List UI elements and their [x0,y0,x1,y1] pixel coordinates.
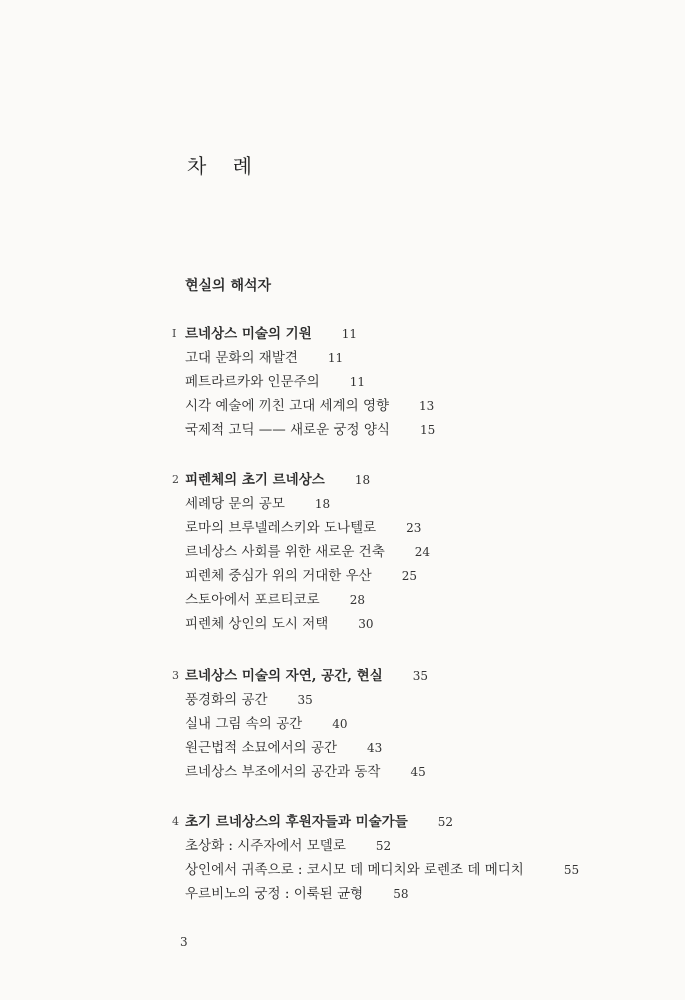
page-number: 40 [332,717,348,731]
section-entry[interactable] [0,834,685,858]
section-title: 피렌체 상인의 도시 저택 [185,616,329,632]
page-number: 52 [375,839,392,853]
section-title: 상인에서 귀족으로 : 코시모 데 메디치와 로렌조 데 메디치 [185,862,524,878]
chapter-title: 피렌체의 초기 르네상스 [185,472,325,488]
chapter-heading[interactable] [0,322,685,346]
page-number: 25 [401,569,417,583]
section-entry[interactable] [0,418,685,442]
chapter-number: 4 [172,815,179,828]
page-number: 11 [349,375,365,389]
section-entry[interactable] [0,346,685,370]
section-title: 우르비노의 궁정 : 이룩된 균형 [185,886,364,902]
part-title: 현실의 해석자 [185,278,272,294]
chapter-heading[interactable] [0,664,685,688]
chapter-title: 르네상스 미술의 자연, 공간, 현실 [185,668,383,684]
page-number: 45 [410,765,426,779]
section-entry[interactable] [0,492,685,516]
page-title: 차 례 [187,154,262,178]
page-number: 35 [297,693,313,707]
section-entry[interactable] [0,394,685,418]
section-title: 세례당 문의 공모 [185,496,285,512]
page-number: 43 [367,741,383,755]
page-number: 24 [414,545,431,559]
section-entry[interactable] [0,564,685,588]
section-entry[interactable] [0,882,685,906]
page-number: 55 [563,863,580,877]
page-number: 15 [419,423,436,437]
section-title: 원근법적 소묘에서의 공간 [185,740,338,756]
section-entry[interactable] [0,760,685,784]
section-title: 피렌체 중심가 위의 거대한 우산 [185,568,372,584]
page-number: 35 [412,669,429,683]
section-title: 르네상스 사회를 위한 새로운 건축 [185,544,385,560]
page-number: 13 [419,399,435,413]
page-number: 28 [349,593,365,607]
section-title: 초상화 : 시주자에서 모델로 [185,838,346,854]
page-number: 18 [354,473,371,487]
section-title: 스토아에서 포르티코로 [185,592,320,608]
section-entry[interactable] [0,588,685,612]
page-number: 11 [341,327,358,341]
page-number: 58 [393,887,409,901]
chapter-heading[interactable] [0,810,685,834]
chapter-title: 초기 르네상스의 후원자들과 미술가들 [185,814,408,830]
chapter-number: I [172,327,177,340]
section-title: 르네상스 부조에서의 공간과 동작 [185,764,381,780]
page-number: 18 [314,497,331,511]
section-title: 로마의 브루넬레스키와 도나텔로 [185,520,377,536]
chapter-title: 르네상스 미술의 기원 [185,326,312,342]
chapter-1 [0,322,685,442]
chapter-heading[interactable] [0,468,685,492]
section-title: 실내 그림 속의 공간 [185,716,303,732]
section-entry[interactable] [0,370,685,394]
page-number: 23 [406,521,422,535]
section-entry[interactable] [0,540,685,564]
section-entry[interactable] [0,612,685,636]
page-number: 30 [358,617,374,631]
chapter-4 [0,810,685,906]
folio-page-number: 3 [180,935,188,949]
section-entry[interactable] [0,712,685,736]
chapter-number: 3 [172,669,179,682]
section-entry[interactable] [0,736,685,760]
page-number: 52 [437,815,454,829]
section-title: 페트라르카와 인문주의 [185,374,320,390]
page-number: 11 [327,351,344,365]
chapter-2 [0,468,685,636]
section-title: 시각 예술에 끼친 고대 세계의 영향 [185,398,390,414]
section-entry[interactable] [0,858,685,882]
chapter-number: 2 [172,473,179,486]
section-title: 국제적 고딕 —— 새로운 궁정 양식 [185,422,390,438]
section-entry[interactable] [0,516,685,540]
section-title: 풍경화의 공간 [185,692,268,708]
section-entry[interactable] [0,688,685,712]
chapter-3 [0,664,685,784]
section-title: 고대 문화의 재발견 [185,350,298,366]
